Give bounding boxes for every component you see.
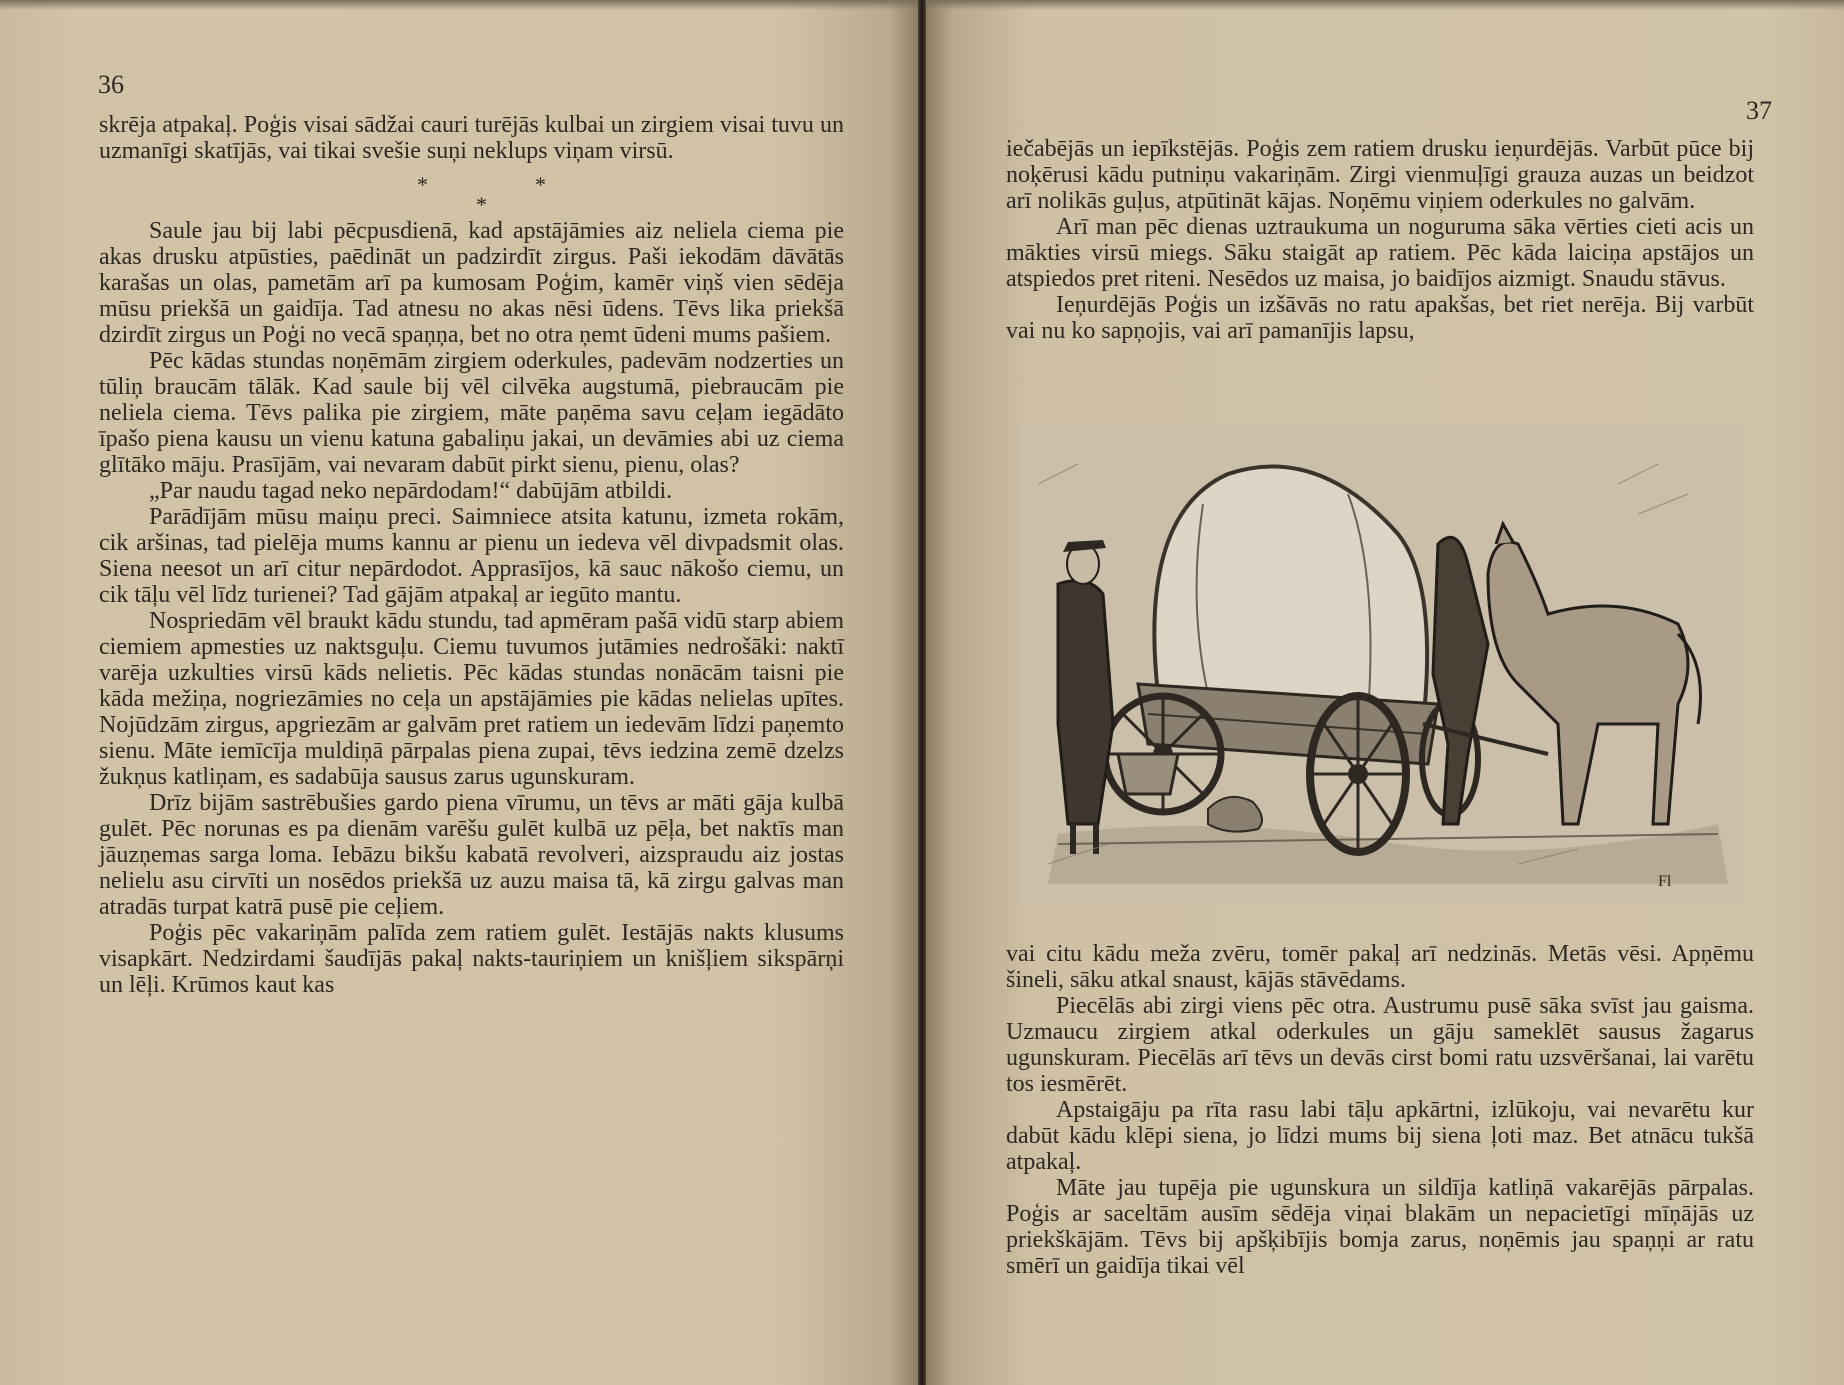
wagon-horses-drawing bbox=[1018, 424, 1744, 904]
paragraph: Māte jau tupēja pie ugunskura un sildīja katliņā vakarējās pārpalas. Poģis ar saceltām ausīm sēdēja viņai blakām un nepacietīgi mīņājās uz priekškājām. Tēvs bij apšķibījis bomja zarus, noņēmis jau spaņņi ar ratu smērī un gaidīja tikai vēl bbox=[1006, 1175, 1754, 1279]
right-page-text-top bbox=[1006, 136, 1754, 344]
paragraph: Parādījām mūsu maiņu preci. Saimniece atsita katunu, izmeta rokām, cik aršinas, tad pielēja mums kannu ar pienu un iedeva vēl divpadsmit olas. Siena neesot un arī citur nepārdodot. Apprasījos, kā sauc nākošo ciemu, un cik tāļu vēl līdz turienei? Tad gājām atpakaļ ar iegūto mantu. bbox=[99, 504, 844, 608]
page-edge-shadow bbox=[0, 0, 918, 10]
right-page-text-bottom bbox=[1006, 941, 1754, 1279]
paragraph: Poģis pēc vakariņām palīda zem ratiem gulēt. Iestājās nakts klusums visapkārt. Nedzirdami šaudījās pakaļ nakts-tauriņiem un knišļiem sikspārņi un lēļi. Krūmos kaut kas bbox=[99, 920, 844, 998]
left-page-text bbox=[99, 112, 844, 998]
paragraph: Arī man pēc dienas uztraukuma un noguruma sāka vērties cieti acis un mākties virsū miegs. Sāku staigāt ap ratiem. Pēc kāda laiciņa apstājos un atspiedos pret riteni. Nesēdos uz maisa, jo baidījos aizmigt. Snaudu stāvus. bbox=[1006, 214, 1754, 292]
asterisk: * bbox=[417, 172, 428, 197]
paragraph: Saule jau bij labi pēcpusdienā, kad apstājāmies aiz neliela ciema pie akas drusku atpūsties, paēdināt un padzirdīt zirgus. Paši iekodām dāvātās karašas un olas, pametām arī pa kumosam Poģim, kamēr viņš vien sēdēja mūsu priekšā un gaidīja. Tad atnesu no akas nēsi ūdens. Tēvs lika priekšā dzirdīt zirgus un Poģi no vecā spaņņa, bet no otra ņemt ūdeni mums pašiem. bbox=[99, 218, 844, 348]
paragraph: Nospriedām vēl braukt kādu stundu, tad apmēram pašā vidū starp abiem ciemiem apmesties uz naktsguļu. Ciemu tuvumos jutāmies nedrošāki: naktī varēja uzkulties virsū kāds nelietis. Pēc kādas stundas nonācām taisni pie kāda mežiņa, nogriezāmies no ceļa un apstājāmies pie kādas nelielas upītes. Nojūdzām zirgus, apgriezām ar galvām pret ratiem un iedevām līdzi paņemto sienu. Māte iemīcīja muldiņā pārpalas piena zupai, tēvs iedzina zemē dzelzs žukņus katliņam, es sadabūja sausus zarus ugunskuram. bbox=[99, 608, 844, 790]
left-page bbox=[0, 0, 918, 1385]
wagon-illustration bbox=[1018, 424, 1744, 904]
paragraph: skrēja atpakaļ. Poģis visai sādžai cauri turējās kulbai un zirgiem visai tuvu un uzmanīgi skatījās, vai tikai svešie suņi neklups viņam virsū. bbox=[99, 112, 844, 164]
paragraph: Drīz bijām sastrēbušies gardo piena vīrumu, un tēvs ar māti gāja kulbā gulēt. Pēc norunas es pa dienām varēšu gulēt kulbā uz pēļa, bet naktīs man jāuzņemas sarga loma. Iebāzu bikšu kabatā revolveri, aizspraudu aiz jostas nelielu asu cirvīti un nosēdos priekšā uz auzu maisa tā, kā zirgu galvas man atradās turpat katrā pusē pie ceļiem. bbox=[99, 790, 844, 920]
book-gutter bbox=[918, 0, 926, 1385]
section-break bbox=[99, 164, 844, 218]
asterisk: * bbox=[476, 192, 487, 217]
page-number-right: 37 bbox=[1746, 96, 1772, 125]
paragraph: „Par naudu tagad neko nepārdodam!“ dabūjām atbildi. bbox=[149, 478, 673, 504]
page-number-left: 36 bbox=[98, 70, 124, 99]
paragraph: vai citu kādu meža zvēru, tomēr pakaļ arī nedzinās. Metās vēsi. Apņēmu šineli, sāku atkal snaust, kājās stāvēdams. bbox=[1006, 941, 1754, 993]
paragraph: Piecēlās abi zirgi viens pēc otra. Austrumu pusē sāka svīst jau gaisma. Uzmaucu zirgiem atkal oderkules un gāju sameklēt sausus žagarus ugunskuram. Piecēlās arī tēvs un devās cirst bomi ratu uzsvēršanai, lai varētu tos iesmērēt. bbox=[1006, 993, 1754, 1097]
paragraph: Ieņurdējās Poģis un izšāvās no ratu apakšas, bet riet nerēja. Bij varbūt vai nu ko sapņojis, vai arī pamanījis lapsu, bbox=[1006, 292, 1754, 344]
paragraph: iečabējās un iepīkstējās. Poģis zem ratiem drusku ieņurdējās. Varbūt pūce bij noķērusi kādu putniņu vakariņām. Zirgi vienmuļīgi grauza auzas un beidzot arī nolikās guļus, atpūtināt kājas. Noņēmu viņiem oderkules no galvām. bbox=[1006, 136, 1754, 214]
paragraph: Apstaigāju pa rīta rasu labi tāļu apkārtni, izlūkoju, vai nevarētu kur dabūt kādu klēpi siena, jo līdzi mums bij siena ļoti maz. Bet atnācu tukšā atpakaļ. bbox=[1006, 1097, 1754, 1175]
paragraph: Pēc kādas stundas noņēmām zirgiem oderkules, padevām nodzerties un tūliņ braucām tālāk. Kad saule bij vēl cilvēka augstumā, piebraucām pie neliela ciema. Tēvs palika pie zirgiem, māte paņēma savu ceļam iegādāto īpašo piena kausu un vienu katuna gabaliņu jakai, un devāmies abi uz ciema glītāko māju. Prasījām, vai nevaram dabūt pirkt sienu, pienu, olas? bbox=[99, 348, 844, 478]
asterisk: * bbox=[535, 172, 546, 197]
artist-monogram: Fl bbox=[1658, 873, 1672, 890]
page-edge-shadow bbox=[926, 0, 1844, 10]
